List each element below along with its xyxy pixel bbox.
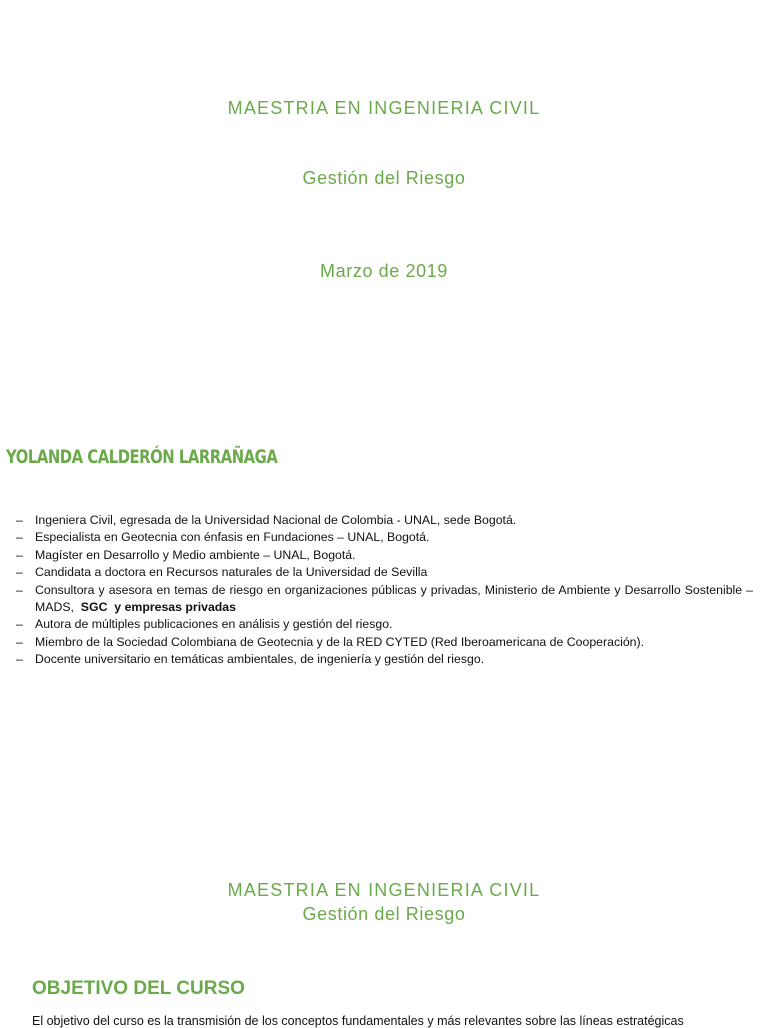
objective-heading: OBJETIVO DEL CURSO [32,978,245,999]
author-name: YOLANDA CALDERÓN LARRAÑAGA [6,446,278,468]
bio-item [16,564,753,581]
bio-item-text: Candidata a doctora en Recursos naturales de la Universidad de Sevilla [35,565,428,580]
bio-item [16,547,753,564]
bio-item-text: Ingeniera Civil, egresada de la Universidad Nacional de Colombia - UNAL, sede Bogotá. [35,513,517,527]
bio-item-text: Consultora y asesora en temas de riesgo en organizaciones públicas y privadas, Ministerio de Ambiente y Desarrollo Sostenible – MADS, [35,582,753,615]
dash-bullet: – [16,634,23,649]
dash-bullet: – [16,530,23,545]
dash-bullet: – [16,565,23,580]
dash-bullet: – [16,547,23,562]
dash-bullet: – [16,513,23,527]
bio-list [16,512,753,669]
bio-join-word: y [114,600,122,615]
bio-bold-sgc: SGC [80,600,108,615]
bio-item [16,651,753,668]
cover-title: MAESTRIA EN INGENIERIA CIVIL [227,98,541,118]
cover-subtitle: Gestión del Riesgo [302,168,466,188]
objective-text: El objetivo del curso es la transmisión de los conceptos fundamentales y más relevantes sobre las líneas estratégicas [32,1014,684,1028]
bio-item-text: Docente universitario en temáticas ambientales, de ingeniería y gestión del riesgo. [35,652,485,667]
cover-date: Marzo de 2019 [320,261,448,281]
course-subtitle: Gestión del Riesgo [302,904,466,924]
bio-item-text: Magíster en Desarrollo y Medio ambiente – UNAL, Bogotá. [35,547,356,562]
bio-item [16,512,753,529]
bio-item [16,634,753,651]
bio-item-text: Miembro de la Sociedad Colombiana de Geotecnia y de la RED CYTED (Red Iberoamericana de Cooperación). [35,634,645,649]
dash-bullet: – [16,617,23,632]
bio-item-text: Autora de múltiples publicaciones en análisis y gestión del riesgo. [35,617,393,632]
course-title: MAESTRIA EN INGENIERIA CIVIL [227,880,541,900]
dash-bullet: – [16,652,23,667]
bio-bold-empresas: empresas privadas [124,600,236,615]
bio-item-text: Especialista en Geotecnia con énfasis en Fundaciones – UNAL, Bogotá. [35,530,430,545]
bio-item [16,582,753,617]
dash-bullet: – [16,582,23,597]
bio-item [16,529,753,546]
bio-item [16,616,753,633]
